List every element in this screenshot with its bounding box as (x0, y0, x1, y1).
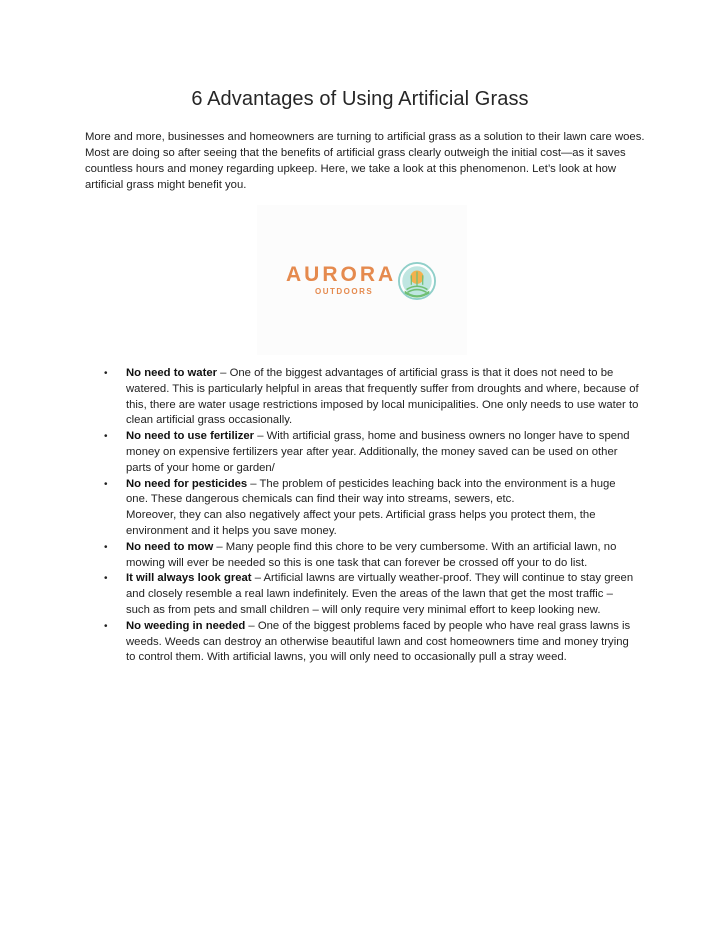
advantage-extra-text: Moreover, they can also negatively affect your pets. Artificial grass helps you protect them, the environment and it helps you save money. (126, 509, 596, 537)
advantage-text: – Artificial lawns are virtually weather-proof. They will continue to stay green and closely resemble a real lawn indefinitely. Even the areas of the lawn that get the most traffic – such as from pets and small children – will only require very minimal effort to keep looking new. (126, 572, 634, 616)
logo-subtitle: OUTDOORS (315, 287, 374, 296)
bullet-icon: • (104, 431, 108, 443)
advantage-text: – With artificial grass, home and business owners no longer have to spend money on expensive fertilizers year after year. Additionally, the money saved can be used on other parts of your home or garden/ (126, 430, 630, 474)
bullet-icon: • (104, 573, 108, 585)
list-item (104, 477, 639, 540)
advantage-heading: No need to water (126, 367, 218, 379)
bullet-icon: • (104, 541, 108, 553)
intro-paragraph: More and more, businesses and homeowners are turning to artificial grass as a solution to their lawn care woes. Most are doing so after seeing that the benefits of artificial grass clearly outweigh the initial cost—as it saves countless hours and money regarding upkeep. Here, we take a look at this phenomenon. Let’s look at how artificial grass might benefit you. (85, 131, 645, 191)
advantage-heading: It will always look great (126, 572, 252, 585)
sun-grass-emblem-icon (398, 262, 436, 300)
bullet-icon: • (104, 620, 108, 632)
advantage-heading: No need to use fertilizer (126, 430, 255, 443)
list-item (104, 619, 639, 666)
advantage-text: – The problem of pesticides leaching back into the environment is a huge one. These dangerous chemicals can find their way into streams, sewers, etc. (126, 477, 616, 506)
logo-wordmark: AURORA (286, 263, 397, 286)
advantages-list (104, 366, 639, 666)
document-title: 6 Advantages of Using Artificial Grass (191, 88, 529, 110)
advantage-heading: No weeding in needed (126, 619, 246, 632)
advantage-heading: No need to mow (126, 540, 214, 553)
list-item (104, 571, 639, 618)
list-item (104, 540, 639, 572)
advantage-text: – One of the biggest problems faced by people who have real grass lawns is weeds. Weeds can destroy an otherwise beautiful lawn and cost homeowners time and money trying to control them. With artificial lawns, you will only need to occasionally pull a stray weed. (126, 619, 631, 664)
bullet-icon: • (104, 478, 108, 490)
advantage-text: – Many people find this chore to be very cumbersome. With an artificial lawn, no mowing will ever be needed so this is one task that can forever be crossed off your to do list. (126, 540, 617, 569)
advantage-heading: No need for pesticides (126, 477, 248, 490)
list-item (104, 366, 639, 429)
bullet-icon: • (104, 368, 108, 379)
aurora-outdoors-logo (257, 205, 467, 355)
advantage-text: – One of the biggest advantages of artificial grass is that it does not need to be watered. This is particularly helpful in areas that frequently suffer from droughts and where, because of this, there are water usage restrictions imposed by local municipalities. One only needs to use water to clean artificial grass occasionally. (126, 367, 639, 427)
list-item (104, 429, 639, 476)
